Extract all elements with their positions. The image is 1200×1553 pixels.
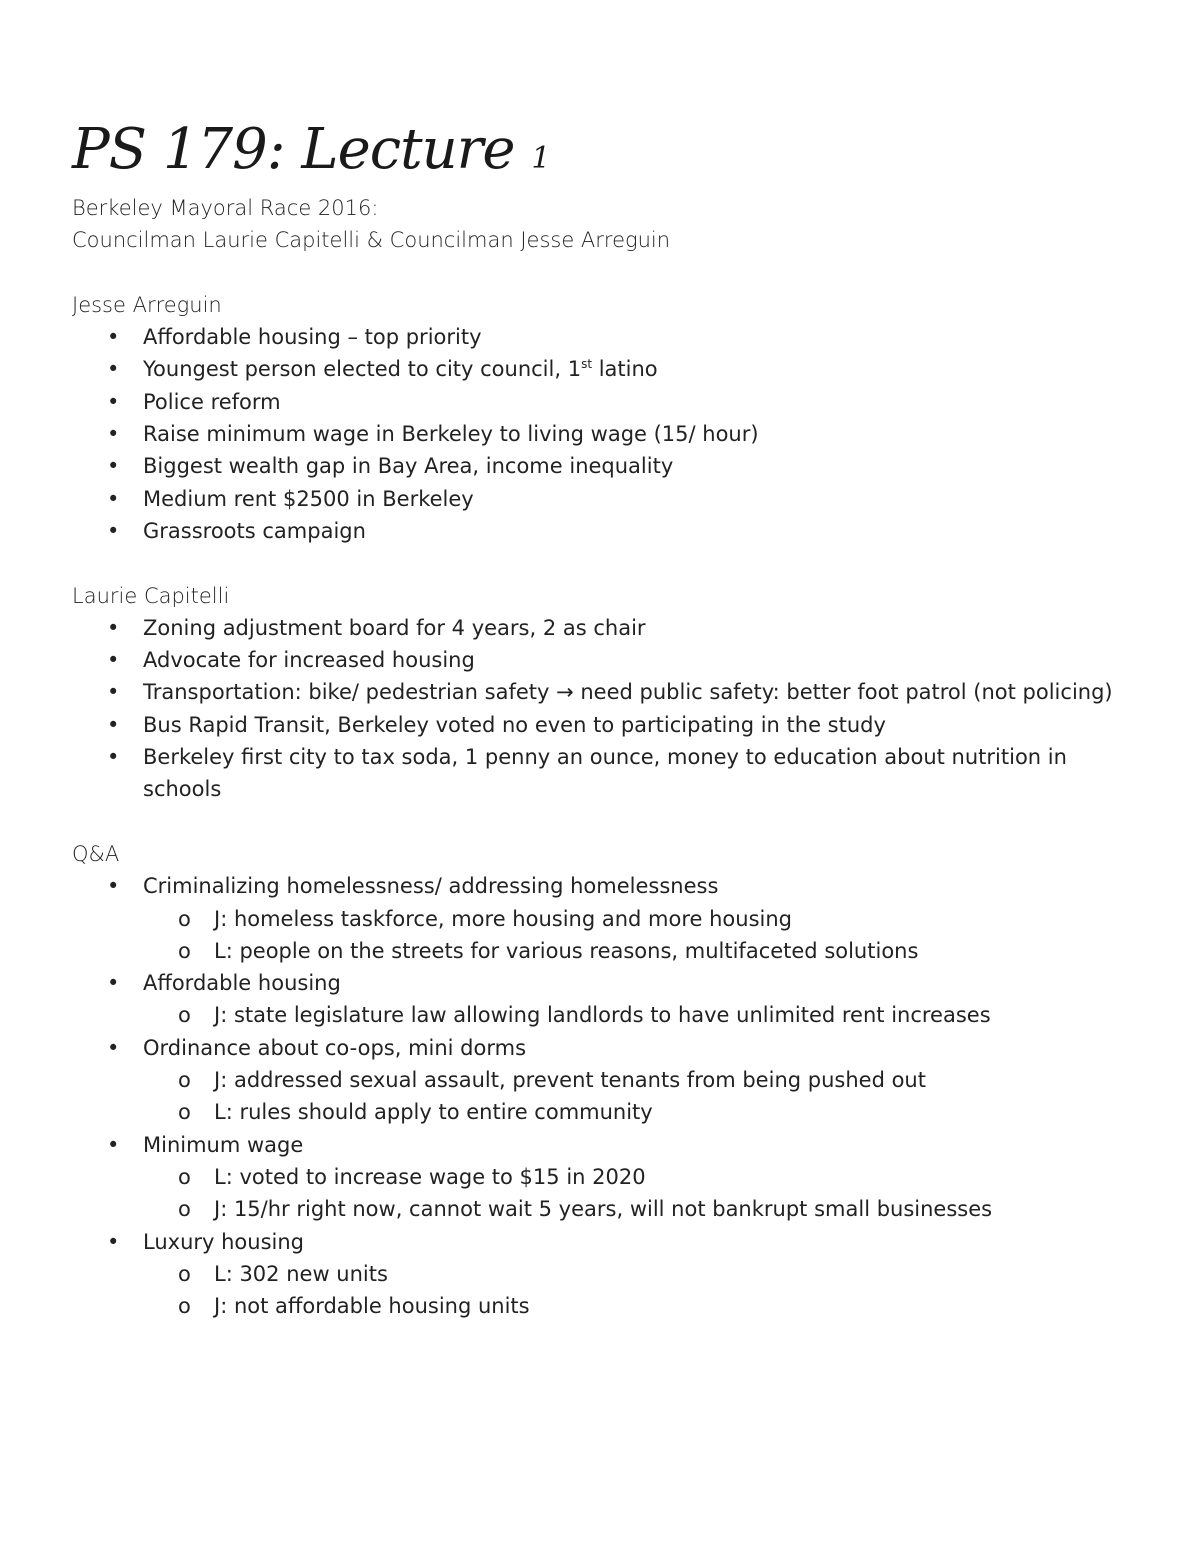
list-item-text: Youngest person elected to city council, 1 xyxy=(143,357,582,382)
qa-topic: • Ordinance about co-ops, mini dorms xyxy=(72,1032,1142,1064)
list-item: • Medium rent $2500 in Berkeley xyxy=(72,483,1142,515)
qa-list xyxy=(72,870,1142,1322)
qa-answer: o L: people on the streets for various reasons, multifaceted solutions xyxy=(72,935,1142,967)
qa-topic: • Affordable housing xyxy=(72,967,1142,999)
list-item: • Transportation: bike/ pedestrian safety → need public safety: better foot patrol (not policing) xyxy=(72,676,1142,708)
qa-answer: o J: homeless taskforce, more housing and more housing xyxy=(72,903,1142,935)
qa-answer: o L: rules should apply to entire community xyxy=(72,1096,1142,1128)
page-title xyxy=(72,108,1142,192)
qa-answer: o L: 302 new units xyxy=(72,1258,1142,1290)
list-item: • Grassroots campaign xyxy=(72,515,1142,547)
spacer xyxy=(72,257,1142,289)
qa-topic: • Luxury housing xyxy=(72,1226,1142,1258)
jesse-list xyxy=(72,321,1142,547)
qa-answer: o J: 15/hr right now, cannot wait 5 years, will not bankrupt small businesses xyxy=(72,1193,1142,1225)
section-heading-qa: Q&A xyxy=(72,841,120,866)
list-item xyxy=(72,353,1142,385)
spacer xyxy=(72,806,1142,838)
section-heading-jesse: Jesse Arreguin xyxy=(72,292,222,317)
list-item: • Biggest wealth gap in Bay Area, income inequality xyxy=(72,450,1142,482)
qa-topic: • Criminalizing homelessness/ addressing homelessness xyxy=(72,870,1142,902)
qa-answer: o J: state legislature law allowing landlords to have unlimited rent increases xyxy=(72,999,1142,1031)
list-item: • Bus Rapid Transit, Berkeley voted no even to participating in the study xyxy=(72,709,1142,741)
list-item: • Zoning adjustment board for 4 years, 2 as chair xyxy=(72,612,1142,644)
section-heading-laurie: Laurie Capitelli xyxy=(72,583,230,608)
title-number: 1 xyxy=(531,141,551,176)
document-page xyxy=(72,108,1142,1322)
list-item: • Affordable housing – top priority xyxy=(72,321,1142,353)
list-item: • Berkeley first city to tax soda, 1 penny an ounce, money to education about nutrition in schools xyxy=(72,741,1103,806)
list-item: • Raise minimum wage in Berkeley to living wage (15/ hour) xyxy=(72,418,1142,450)
qa-answer: o L: voted to increase wage to $15 in 2020 xyxy=(72,1161,1142,1193)
intro-line-2: Councilman Laurie Capitelli & Councilman Jesse Arreguin xyxy=(72,228,671,253)
intro-line-1: Berkeley Mayoral Race 2016: xyxy=(72,196,379,220)
list-item-text-tail: latino xyxy=(592,357,658,382)
qa-answer: o J: addressed sexual assault, prevent tenants from being pushed out xyxy=(72,1064,1142,1096)
laurie-list xyxy=(72,612,1142,806)
list-item: • Advocate for increased housing xyxy=(72,644,1142,676)
qa-topic: • Minimum wage xyxy=(72,1129,1142,1161)
title-main: PS 179: Lecture xyxy=(72,117,515,182)
superscript: st xyxy=(581,357,593,372)
spacer xyxy=(72,547,1142,579)
qa-answer: o J: not affordable housing units xyxy=(72,1290,1142,1322)
list-item: • Police reform xyxy=(72,386,1142,418)
